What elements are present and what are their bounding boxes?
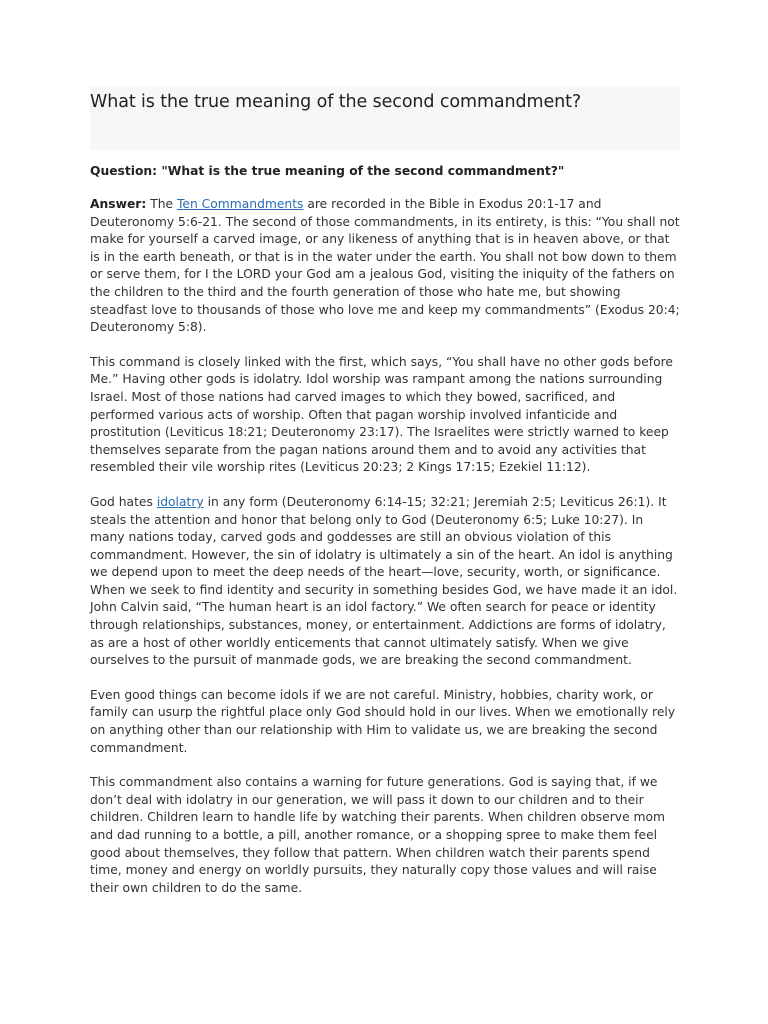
answer-text-intro: The	[146, 197, 177, 211]
answer-label: Answer:	[90, 197, 147, 211]
answer-text: are recorded in the Bible in Exodus 20:1-17 and Deuteronomy 5:6-21. The second of those commandments, in its entirety, is this: “You shall not make for yourself a carved image, or any likeness of anything that is in heaven above, or that is in the earth beneath, or that is in the water under the earth. You shall not bow down to them or serve them, for I the LORD your God am a jealous God, visiting the iniquity of the fathers on the children to the third and the fourth generation of those who hate me, but showing steadfast love to thousands of those who love me and keep my commandments” (Exodus 20:4; Deuteronomy 5:8).	[90, 197, 680, 335]
idolatry-link[interactable]: idolatry	[156, 494, 204, 509]
paragraph-future-generations: This commandment also contains a warning for future generations. God is saying that, if we don’t deal with idolatry in our generation, we will pass it down to our children and to their children. Children learn to handle life by watching their parents. When children observe mom and dad running to a bottle, a pill, another romance, or a shopping spree to make them feel good about themselves, they follow that pattern. When children watch their parents spend time, money and energy on worldly pursuits, they naturally copy those values and will raise their own children to do the same.	[90, 775, 666, 895]
paragraph-good-things-idols: Even good things can become idols if we are not careful. Ministry, hobbies, charity work, or family can usurp the rightful place only God should hold in our lives. When we emotionally rely on anything other than our relationship with Him to validate us, we are breaking the second commandment.	[90, 687, 676, 755]
idolatry-text: in any form (Deuteronomy 6:14-15; 32:21; Jeremiah 2:5; Leviticus 26:1). It steals the attention and honor that belong only to God (Deuteronomy 6:5; Luke 10:27). In many nations today, carved gods and goddesses are still an obvious violation of this commandment. However, the sin of idolatry is ultimately a sin of the heart. An idol is anything we depend upon to meet the deep needs of the heart—love, security, worth, or significance. When we seek to find identity and security in something besides God, we have made it an idol. John Calvin said, “The human heart is an idol factory.” We often search for peace or identity through relationships, substances, money, or entertainment. Addictions are forms of idolatry, as are a host of other worldly enticements that cannot ultimately satisfy. When we give ourselves to the pursuit of manmade gods, we are breaking the second commandment.	[90, 494, 678, 668]
article	[90, 86, 680, 897]
idolatry-text-intro: God hates	[90, 494, 157, 509]
page-title: What is the true meaning of the second commandment?	[90, 92, 582, 112]
ten-commandments-link[interactable]: Ten Commandments	[176, 197, 304, 211]
paragraph-first-commandment-link: This command is closely linked with the first, which says, “You shall have no other gods before Me.” Having other gods is idolatry. Idol worship was rampant among the nations surrounding Israel. Most of those nations had carved images to which they bowed, sacrificed, and performed various acts of worship. Often that pagan worship involved infanticide and prostitution (Leviticus 18:21; Deuteronomy 23:17). The Israelites were strictly warned to keep themselves separate from the pagan nations around them and to avoid any activities that resembled their vile worship rites (Leviticus 20:23; 2 Kings 17:15; Ezekiel 11:12).	[90, 354, 673, 475]
answer-paragraph	[90, 196, 680, 337]
question-heading: Question: "What is the true meaning of the second commandment?"	[90, 164, 565, 178]
title-banner	[90, 86, 680, 150]
paragraph-idolatry	[90, 494, 680, 670]
